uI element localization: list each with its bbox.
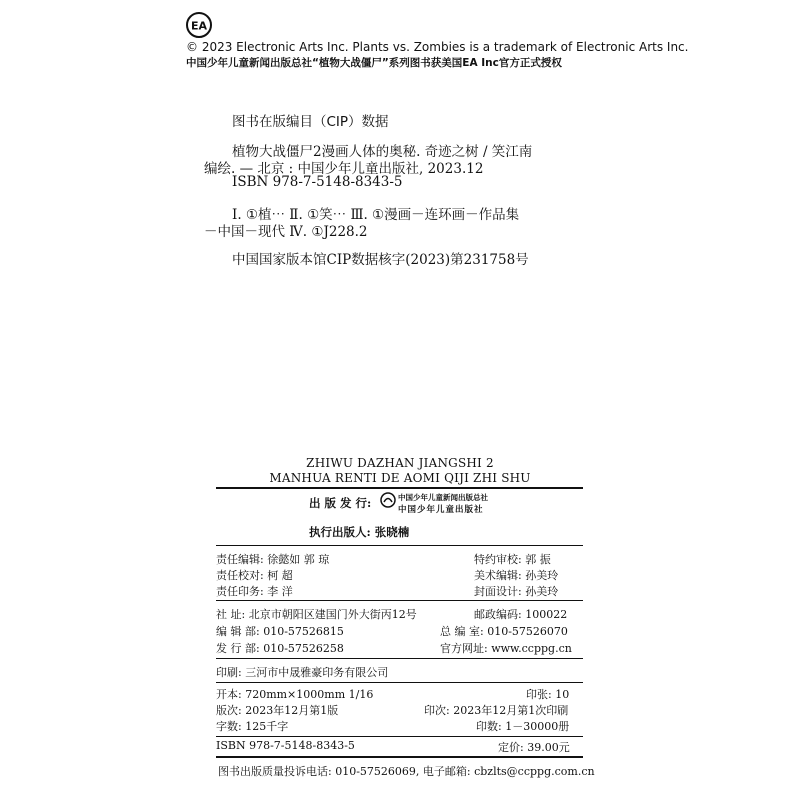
divider — [216, 545, 583, 546]
price: 定价: 39.00元 — [498, 741, 570, 754]
cip-line: －中国－现代 Ⅳ. ①J228.2 — [204, 224, 368, 240]
license-notice: 中国少年儿童新闻出版总社“植物大战僵尸”系列图书获美国EA Inc官方正式授权 — [186, 57, 562, 69]
art-editor: 美术编辑: 孙美玲 — [474, 569, 559, 582]
edit-department-phone: 编 辑 部: 010-57526815 — [216, 625, 344, 638]
address: 社 址: 北京市朝阳区建国门外大街丙12号 — [216, 608, 417, 621]
pinyin-title-line: ZHIWU DAZHAN JIANGSHI 2 — [306, 456, 494, 470]
print-manager: 责任印务: 李 洋 — [216, 585, 293, 598]
pinyin-title-line: MANHUA RENTI DE AOMI QIJI ZHI SHU — [269, 471, 531, 485]
cover-designer: 封面设计: 孙美玲 — [474, 585, 559, 598]
cip-number: 中国国家版本馆CIP数据核字(2023)第231758号 — [232, 252, 529, 268]
publisher-imprint: 中国少年儿童出版社 — [398, 505, 484, 515]
divider — [216, 600, 583, 601]
divider — [216, 756, 583, 758]
copyright-notice: © 2023 Electronic Arts Inc. Plants vs. Zombies is a trademark of Electronic Arts Inc. — [186, 40, 689, 54]
responsible-editor: 责任编辑: 徐懿如 郭 琼 — [216, 553, 330, 566]
divider — [216, 487, 583, 489]
isbn: ISBN 978-7-5148-8343-5 — [216, 739, 355, 752]
distribution-phone: 发 行 部: 010-57526258 — [216, 642, 344, 655]
print-run: 印数: 1－30000册 — [476, 720, 570, 733]
special-reviewer: 特约审校: 郭 振 — [474, 553, 551, 566]
word-count: 字数: 125千字 — [216, 720, 289, 733]
svg-text:EA: EA — [190, 19, 208, 33]
cip-line: 植物大战僵尸2漫画人体的奥秘. 奇迹之树 / 笑江南 — [232, 144, 533, 160]
cip-line: Ⅰ. ①植⋯ Ⅱ. ①笑⋯ Ⅲ. ①漫画－连环画－作品集 — [232, 207, 520, 223]
divider — [216, 736, 583, 737]
publisher-logo-icon — [380, 492, 396, 508]
executive-publisher: 执行出版人: 张晓楠 — [309, 525, 410, 539]
divider — [216, 682, 583, 683]
proofreader: 责任校对: 柯 超 — [216, 569, 293, 582]
chief-office-phone: 总 编 室: 010-57526070 — [440, 625, 568, 638]
printer: 印刷: 三河市中晟雅豪印务有限公司 — [216, 666, 389, 679]
publisher-label: 出 版 发 行: — [309, 496, 372, 510]
cip-line: 编绘. — 北京 : 中国少年儿童出版社, 2023.12 — [204, 161, 484, 177]
publisher-name: 中国少年儿童新闻出版总社 — [398, 493, 488, 502]
impression: 印次: 2023年12月第1次印刷 — [424, 704, 569, 717]
quality-complaint-contact: 图书出版质量投诉电话: 010-57526069, 电子邮箱: cbzlts@ccppg.com.cn — [218, 765, 595, 778]
postcode: 邮政编码: 100022 — [474, 608, 568, 621]
divider — [216, 658, 583, 659]
cip-isbn: ISBN 978-7-5148-8343-5 — [232, 174, 403, 190]
ea-logo-icon — [186, 12, 212, 38]
official-website: 官方网址: www.ccppg.cn — [440, 642, 572, 655]
edition: 版次: 2023年12月第1版 — [216, 704, 339, 717]
cip-title: 图书在版编目（CIP）数据 — [232, 114, 389, 130]
printed-sheets: 印张: 10 — [526, 688, 570, 701]
book-format: 开本: 720mm×1000mm 1/16 — [216, 688, 374, 701]
